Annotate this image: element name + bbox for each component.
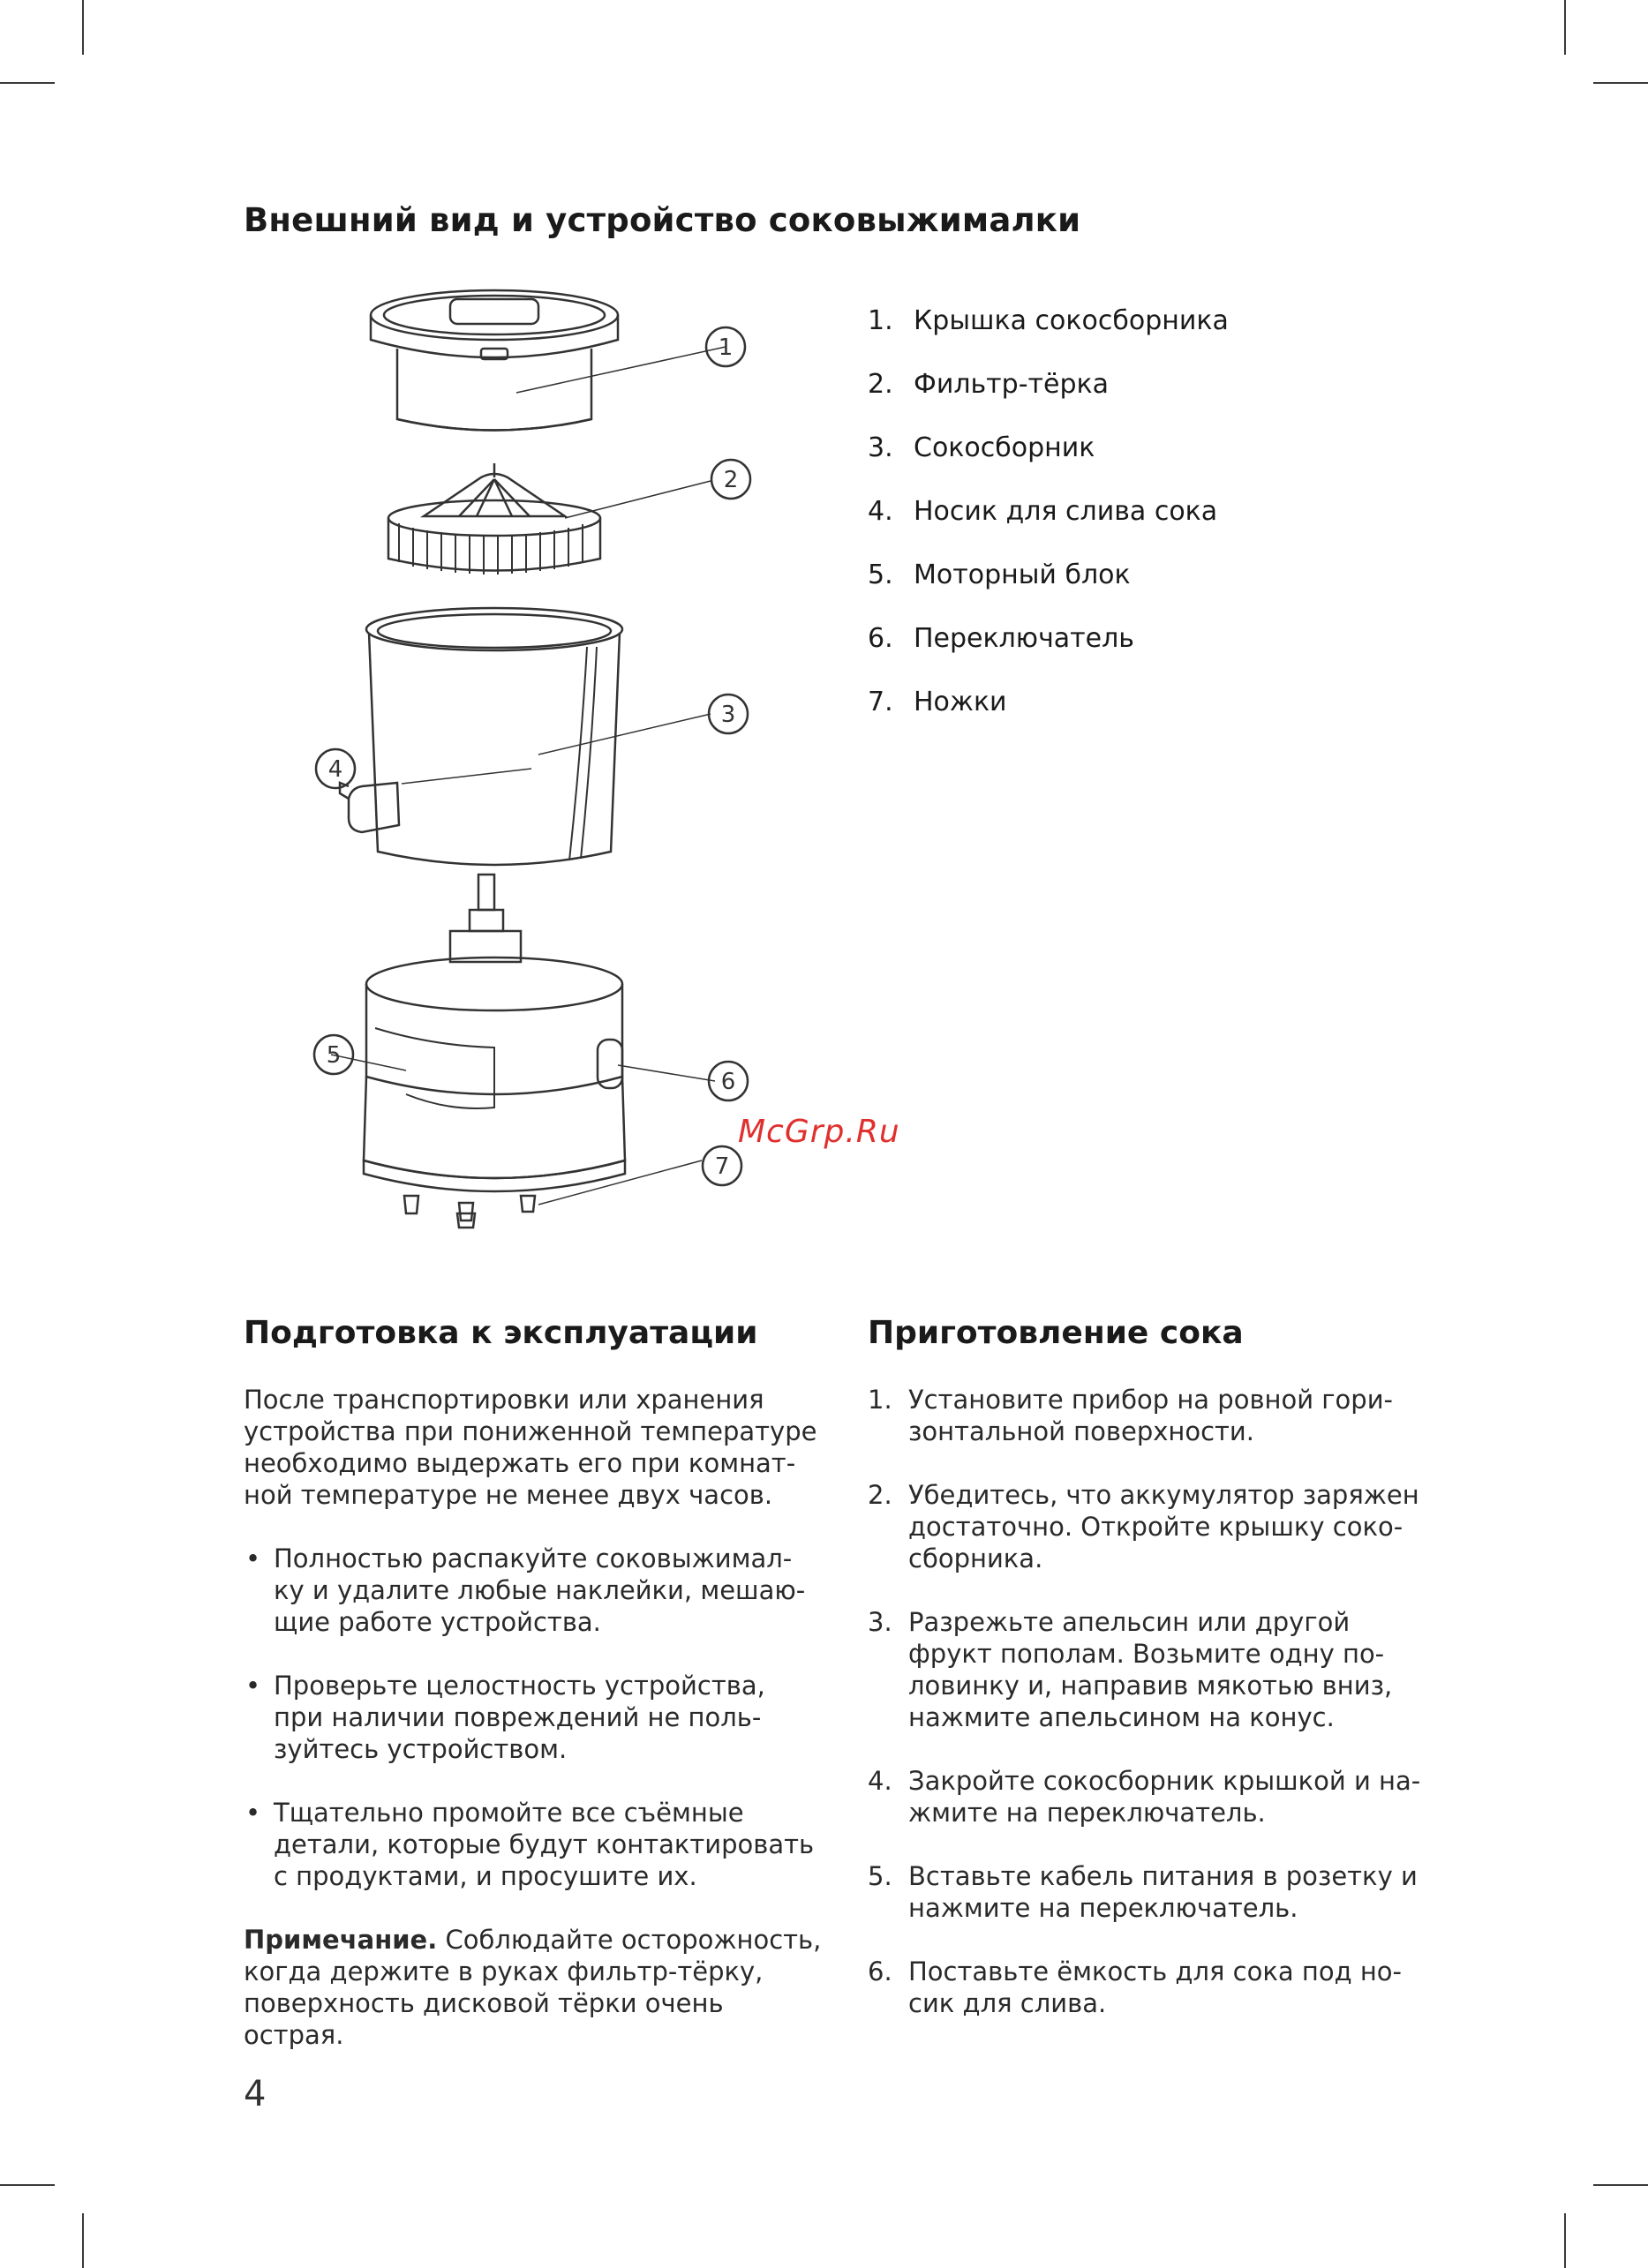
crop-mark — [1564, 0, 1566, 55]
legend-item: 5. Моторный блок — [868, 559, 1131, 590]
juice-step: 2. Убедитесь, что аккумулятор заряжен достаточно. Откройте крышку соко- сборника. — [868, 1480, 1419, 1573]
crop-mark — [82, 2213, 84, 2268]
prep-section — [244, 1384, 844, 2051]
legend-item: 7. Ножки — [868, 687, 1007, 717]
juice-step: 3. Разрежьте апельсин или другой фрукт пополам. Возьмите одну по- ловинку и, направив мякотью вниз, нажмите апельсином на конус. — [868, 1607, 1393, 1732]
juice-step: 4. Закройте сокосборник крышкой и на- жмите на переключатель. — [868, 1766, 1421, 1828]
prep-bullet: • Тщательно промойте все съёмные детали, которые будут контактировать с продуктами, и просушите их. — [245, 1798, 815, 1891]
juice-step: 1. Установите прибор на ровной гори- зонтальной поверхности. — [868, 1385, 1394, 1446]
prep-heading: Подготовка к эксплуатации — [244, 1315, 758, 1351]
juice-step: 5. Вставьте кабель питания в розетку и нажмите на переключатель. — [868, 1861, 1418, 1923]
juicer-exploded-diagram — [300, 278, 777, 1249]
crop-mark — [1564, 2213, 1566, 2268]
juice-steps — [868, 1384, 1486, 2051]
legend-item: 2. Фильтр-тёрка — [868, 369, 1110, 400]
callout-label: 1 — [718, 334, 734, 361]
motor-unit — [364, 958, 625, 1191]
crop-mark — [1593, 82, 1648, 84]
callout-label: 7 — [714, 1153, 730, 1180]
legend-item: 1. Крышка сокосборника — [868, 305, 1229, 336]
prep-bullet: • Полностью распакуйте соковыжимал- ку и удалите любые наклейки, мешаю- щие работе устройства. — [245, 1543, 806, 1637]
juice-spout — [340, 783, 399, 832]
legend-item: 3. Сокосборник — [868, 432, 1095, 463]
motor-shaft — [450, 875, 521, 962]
watermark: McGrp.Ru — [738, 1114, 900, 1150]
prep-intro: После транспортировки или хранения устройства при пониженной температуре необходимо выдержать его при комнат- ной температуре не менее двух часов. — [244, 1385, 817, 1510]
legend-item: 4. Носик для слива сока — [868, 496, 1218, 527]
juice-container — [366, 608, 622, 865]
callout-label: 2 — [723, 467, 739, 493]
page-title: Внешний вид и устройство соковыжималки — [244, 201, 1081, 239]
crop-mark — [0, 82, 55, 84]
crop-mark — [82, 0, 84, 55]
juicer-filter-grater — [388, 463, 600, 575]
crop-mark — [1593, 2184, 1648, 2186]
callout-label: 4 — [327, 756, 343, 783]
callout-label: 3 — [720, 702, 736, 728]
page-number: 4 — [244, 2074, 267, 2114]
parts-legend — [868, 302, 1229, 747]
juicer-lid — [371, 290, 618, 431]
juice-step: 6. Поставьте ёмкость для сока под но- сик для слива. — [868, 1956, 1403, 2018]
juice-heading: Приготовление сока — [868, 1315, 1244, 1351]
prep-bullet: • Проверьте целостность устройства, при наличии повреждений не поль- зуйтесь устройством. — [245, 1671, 765, 1764]
legend-item: 6. Переключатель — [868, 623, 1134, 654]
crop-mark — [0, 2184, 55, 2186]
juicer-feet — [404, 1196, 535, 1228]
prep-note: Примечание. Соблюдайте осторожность, когда держите в руках фильтр-тёрку, поверхность дисковой тёрки очень острая. — [244, 1925, 822, 2050]
callout-label: 5 — [326, 1042, 342, 1069]
callout-label: 6 — [720, 1069, 736, 1095]
